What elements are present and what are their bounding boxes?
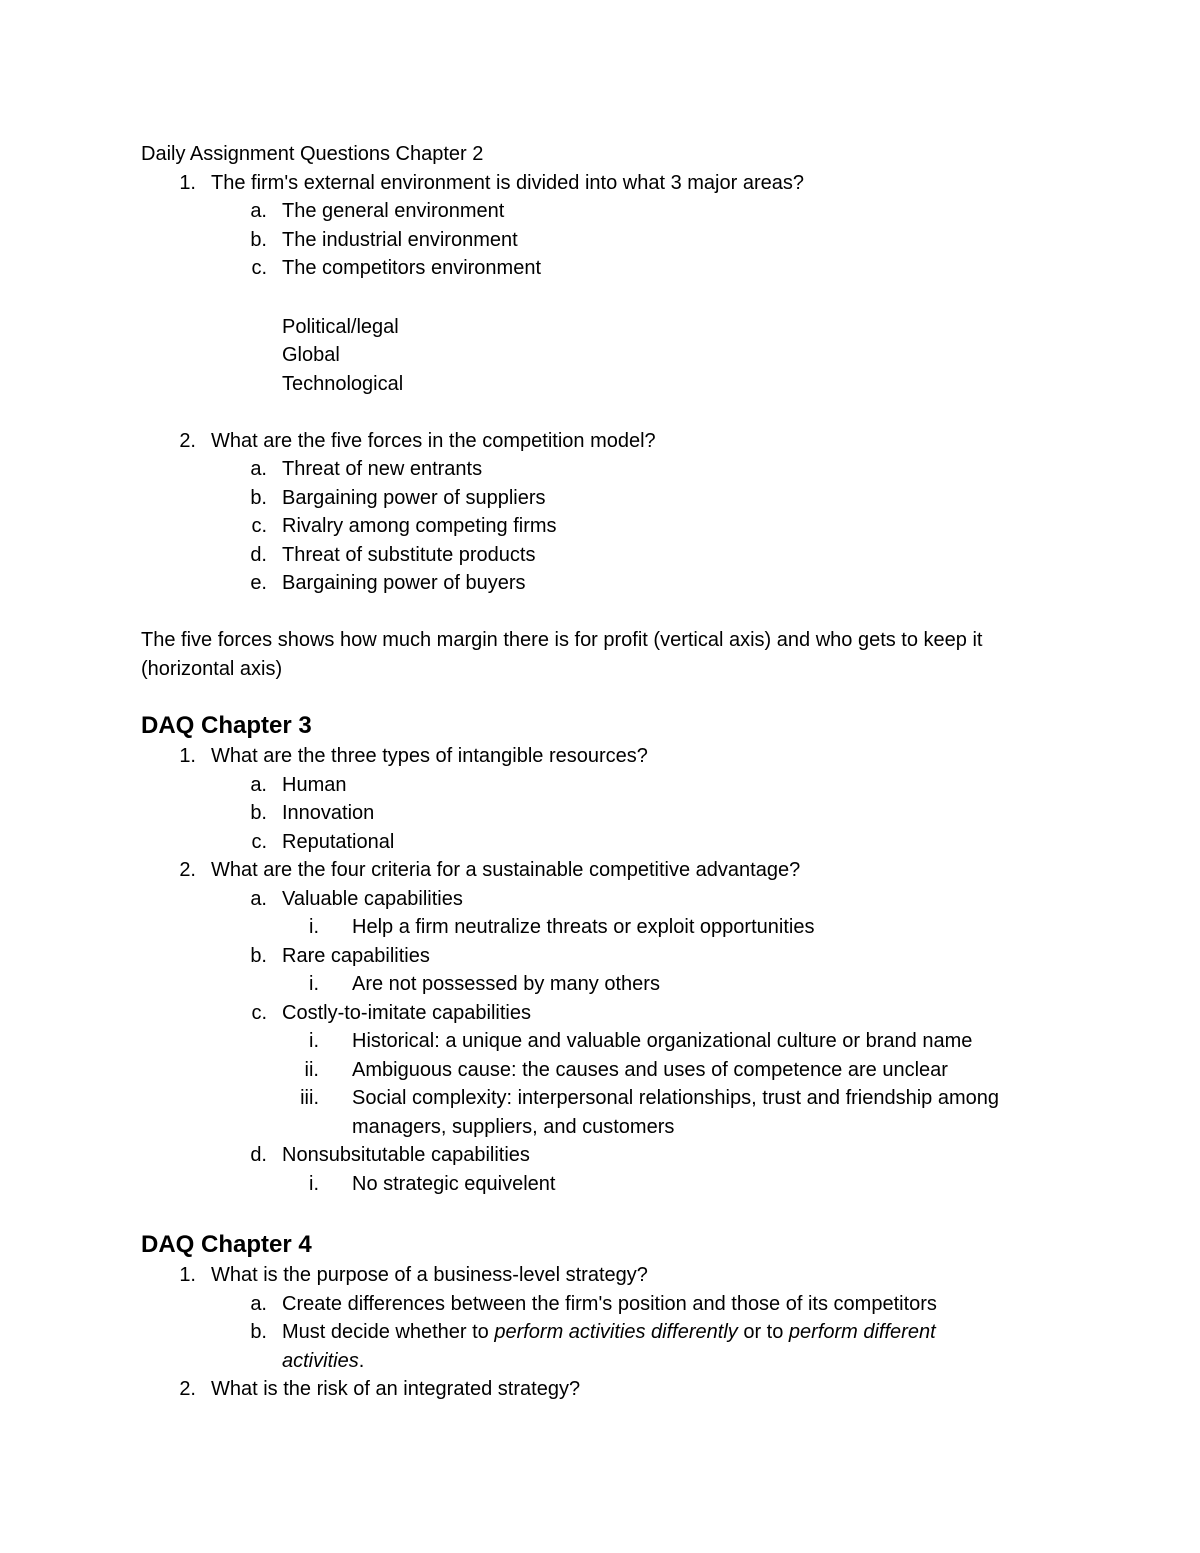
answer-item bbox=[141, 799, 1061, 828]
answer-item bbox=[141, 828, 1061, 857]
list-marker: b. bbox=[250, 1321, 267, 1343]
question-text: The firm's external environment is divided into what 3 major areas? bbox=[211, 171, 804, 194]
answer-text-part: . bbox=[358, 1349, 365, 1372]
list-marker: c. bbox=[251, 257, 267, 279]
question-text: What are the five forces in the competition model? bbox=[211, 429, 656, 452]
document-page bbox=[141, 140, 1061, 1404]
sub-answer-text: Help a firm neutralize threats or exploit opportunities bbox=[352, 916, 815, 938]
list-marker: a. bbox=[250, 1292, 267, 1315]
question-text: What are the three types of intangible resources? bbox=[211, 745, 648, 767]
answer-text: Innovation bbox=[282, 802, 375, 824]
answer-text bbox=[282, 1321, 936, 1372]
question bbox=[141, 169, 1061, 198]
sub-answer-text: Social complexity: interpersonal relationships, trust and friendship among managers, suppliers, and customers bbox=[352, 1087, 1000, 1138]
answer-item bbox=[141, 771, 1061, 800]
answer-text: Nonsubsitutable capabilities bbox=[282, 1144, 530, 1166]
list-marker: b. bbox=[250, 486, 267, 509]
list-marker: i. bbox=[309, 973, 319, 995]
sub-answer-item bbox=[141, 970, 1061, 999]
list-marker: 1. bbox=[179, 745, 196, 767]
list-marker: c. bbox=[251, 515, 267, 537]
sub-answer-item bbox=[141, 1056, 1061, 1085]
answer-item bbox=[141, 1290, 1061, 1319]
answer-text: Bargaining power of suppliers bbox=[282, 486, 546, 509]
list-marker: d. bbox=[250, 543, 267, 566]
sub-answer-item bbox=[141, 913, 1061, 942]
list-marker: b. bbox=[250, 944, 267, 967]
list-marker: ii. bbox=[304, 1058, 319, 1081]
list-marker: 2. bbox=[179, 429, 196, 452]
answer-item bbox=[141, 254, 1061, 283]
note-line: Political/legal bbox=[282, 315, 399, 338]
answer-item bbox=[141, 1141, 1061, 1170]
list-marker: i. bbox=[309, 916, 319, 938]
answer-item bbox=[141, 455, 1061, 484]
answer-text: Reputational bbox=[282, 830, 395, 853]
answer-text: The industrial environment bbox=[282, 228, 518, 251]
list-marker: a. bbox=[250, 887, 267, 910]
answer-text-part: or to bbox=[737, 1321, 789, 1343]
list-marker: c. bbox=[251, 1001, 267, 1024]
answer-item bbox=[141, 942, 1061, 971]
question bbox=[141, 742, 1061, 771]
question-text: What is the purpose of a business-level strategy? bbox=[211, 1264, 648, 1286]
answer-text: Rare capabilities bbox=[282, 944, 430, 967]
list-marker: a. bbox=[250, 458, 267, 480]
answer-text: The general environment bbox=[282, 200, 505, 222]
document-title: Daily Assignment Questions Chapter 2 bbox=[141, 143, 484, 165]
emphasis-text: perform activities differently bbox=[494, 1321, 738, 1343]
answer-item bbox=[141, 197, 1061, 226]
list-marker: d. bbox=[250, 1144, 267, 1166]
answer-text-part: Must decide whether to bbox=[282, 1321, 495, 1343]
note-line: Global bbox=[282, 344, 340, 366]
answer-item bbox=[141, 1318, 992, 1375]
note-line: Technological bbox=[282, 372, 404, 395]
answer-text: Costly-to-imitate capabilities bbox=[282, 1001, 531, 1024]
answer-item bbox=[141, 512, 1061, 541]
question-text: What is the risk of an integrated strategy? bbox=[211, 1378, 581, 1400]
list-marker: a. bbox=[250, 200, 267, 222]
list-marker: 1. bbox=[179, 1264, 196, 1286]
answer-item bbox=[141, 999, 1061, 1028]
list-marker: c. bbox=[251, 830, 267, 853]
question bbox=[141, 1375, 1061, 1404]
answer-item bbox=[141, 569, 1061, 598]
summary-paragraph: The five forces shows how much margin there is for profit (vertical axis) and who gets to keep it (horizontal axis) bbox=[141, 629, 983, 680]
answer-text: Create differences between the firm's position and those of its competitors bbox=[282, 1292, 937, 1315]
question bbox=[141, 427, 1061, 456]
list-marker: i. bbox=[309, 1030, 319, 1052]
chapter-heading: DAQ Chapter 4 bbox=[141, 1231, 312, 1258]
sub-answer-text: No strategic equivelent bbox=[352, 1172, 556, 1195]
chapter-heading: DAQ Chapter 3 bbox=[141, 712, 312, 739]
question-text: What are the four criteria for a sustainable competitive advantage? bbox=[211, 859, 801, 881]
answer-text: Valuable capabilities bbox=[282, 887, 463, 910]
list-marker: iii. bbox=[300, 1087, 319, 1109]
answer-item bbox=[141, 885, 1061, 914]
sub-answer-text: Historical: a unique and valuable organizational culture or brand name bbox=[352, 1030, 973, 1052]
list-marker: b. bbox=[250, 802, 267, 824]
list-marker: e. bbox=[250, 572, 267, 594]
sub-answer-text: Are not possessed by many others bbox=[352, 973, 660, 995]
answer-item bbox=[141, 484, 1061, 513]
list-marker: b. bbox=[250, 228, 267, 251]
list-marker: 2. bbox=[179, 1378, 196, 1400]
list-marker: 2. bbox=[179, 859, 196, 881]
answer-text: Human bbox=[282, 773, 347, 796]
emphasis-text: perform different activities bbox=[282, 1321, 936, 1372]
sub-answer-item bbox=[141, 1027, 1061, 1056]
question bbox=[141, 856, 1061, 885]
answer-item bbox=[141, 541, 1061, 570]
list-marker: a. bbox=[250, 773, 267, 796]
question bbox=[141, 1261, 1061, 1290]
list-marker: i. bbox=[309, 1172, 319, 1195]
sub-answer-item bbox=[141, 1084, 1061, 1141]
answer-text: Threat of new entrants bbox=[282, 458, 483, 480]
answer-text: Threat of substitute products bbox=[282, 543, 536, 566]
answer-text: Rivalry among competing firms bbox=[282, 515, 557, 537]
sub-answer-item bbox=[141, 1170, 1061, 1199]
sub-answer-text: Ambiguous cause: the causes and uses of competence are unclear bbox=[352, 1058, 948, 1081]
answer-text: Bargaining power of buyers bbox=[282, 572, 526, 594]
list-marker: 1. bbox=[179, 171, 196, 194]
answer-item bbox=[141, 226, 1061, 255]
answer-text: The competitors environment bbox=[282, 257, 542, 279]
